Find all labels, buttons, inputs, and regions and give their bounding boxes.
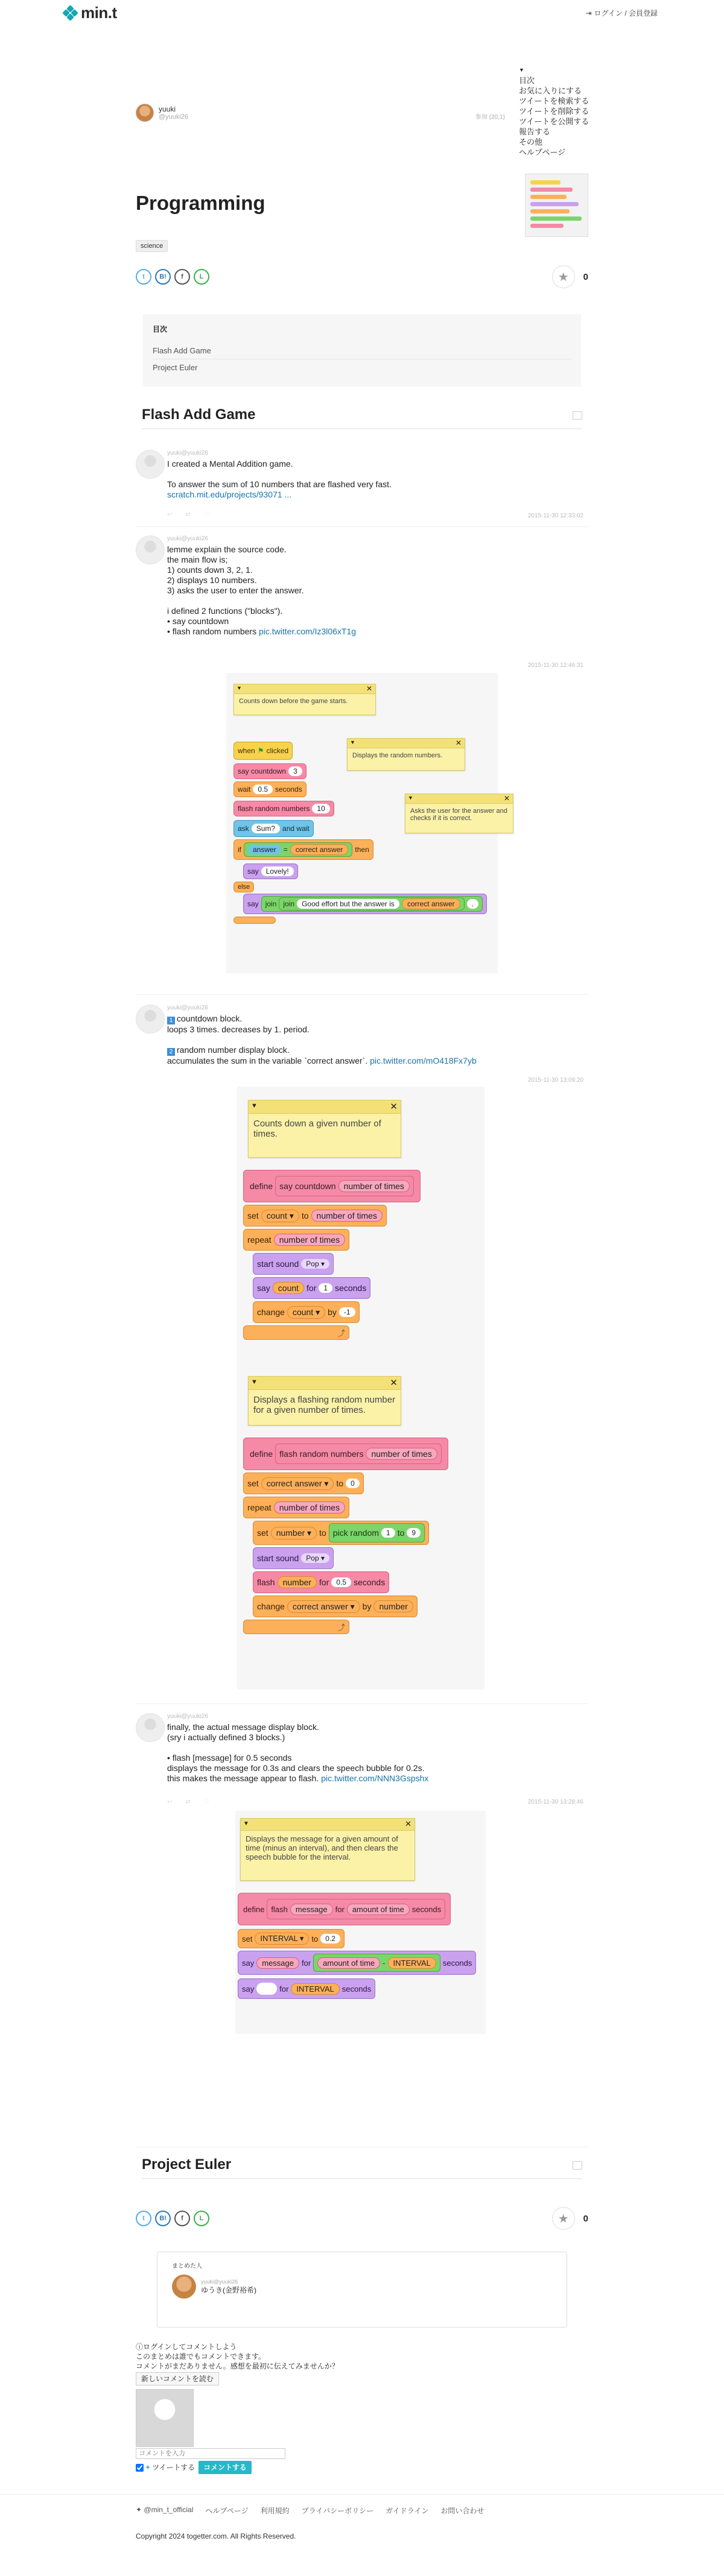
- repeat-block-end: [243, 1620, 349, 1634]
- tweet-user[interactable]: yuuki@yuuki26: [167, 535, 208, 542]
- section-title: Project Euler: [142, 2156, 232, 2173]
- comment-note-anyone: このまとめは誰でもコメントできます。: [136, 2352, 266, 2361]
- favorite-area: [552, 265, 588, 288]
- tweet-link[interactable]: pic.twitter.com/mO418Fx7yb: [370, 1056, 477, 1065]
- change-answer-block: change correct answer ▾ by number: [253, 1596, 418, 1617]
- flash-number-block: flash number for 0.5 seconds: [253, 1571, 389, 1593]
- say-countdown-block: say countdown 3: [233, 763, 306, 779]
- define-countdown-block: define say countdown number of times: [243, 1170, 421, 1202]
- number-one-icon: 1: [167, 1017, 175, 1024]
- new-comments-button[interactable]: 新しいコメントを読む: [136, 2372, 219, 2385]
- footer-link[interactable]: 利用規約: [260, 2507, 290, 2515]
- green-flag-icon: ⚑: [257, 747, 264, 755]
- favorite-count: 0: [583, 2213, 588, 2224]
- side-menu-item[interactable]: お気に入りにする: [519, 86, 582, 95]
- loop-arrow-icon: ⤴: [337, 1623, 345, 1632]
- table-of-contents: [143, 314, 581, 387]
- twitter-icon: ✦: [145, 2463, 151, 2472]
- twitter-icon: ✦: [136, 2505, 144, 2514]
- curator-card[interactable]: [157, 2252, 567, 2328]
- curator-id: yuuki@yuuki26: [201, 2278, 238, 2285]
- tweet-link[interactable]: pic.twitter.com/Iz3l06xT1g: [258, 627, 357, 636]
- tweet-link[interactable]: scratch.mit.edu/projects/93071 ...: [167, 490, 292, 499]
- tweet-date[interactable]: 2015-11-30 12:46:31: [527, 662, 583, 669]
- tweet-user[interactable]: yuuki@yuuki26: [167, 450, 208, 456]
- tweet-avatar[interactable]: [136, 450, 165, 479]
- tweet-line: accumulates the sum in the variable `correct answer`.: [167, 1056, 370, 1065]
- start-sound-block: start sound Pop ▾: [253, 1547, 334, 1569]
- site-logo[interactable]: [63, 4, 117, 22]
- section-title: Flash Add Game: [142, 406, 256, 423]
- side-menu-item[interactable]: ツイートを検索する: [519, 96, 589, 106]
- side-menu-item[interactable]: その他: [519, 137, 543, 147]
- side-menu-item[interactable]: ヘルプページ: [519, 148, 566, 157]
- when-flag-block: when ⚑ clicked: [233, 742, 293, 760]
- tweet-user[interactable]: yuuki@yuuki26: [167, 1713, 208, 1720]
- tag-science[interactable]: science: [136, 240, 168, 252]
- note-text: Counts down before the game starts.: [239, 698, 348, 705]
- tweet-actions[interactable]: ↩⇄♡: [167, 1799, 223, 1805]
- star-icon[interactable]: ★: [552, 2207, 575, 2230]
- tweet-checkbox-label: ツイートする: [152, 2463, 195, 2472]
- section-heading: [142, 2156, 582, 2179]
- tweet-avatar[interactable]: [136, 535, 165, 564]
- author-name: yuuki: [159, 105, 176, 113]
- define-flash-block: define flash random numbers number of times: [243, 1438, 448, 1470]
- main-area: [0, 28, 724, 2576]
- tweet-date[interactable]: 2015-11-30 13:28:46: [527, 1799, 583, 1805]
- author-info[interactable]: [136, 104, 188, 122]
- share-row: [136, 269, 209, 285]
- footer-links: [136, 2505, 484, 2516]
- repeat-block: repeat number of times: [243, 1229, 349, 1251]
- footer-twitter-link[interactable]: ✦ @min_t_official: [136, 2505, 194, 2514]
- tweet-checkbox[interactable]: [136, 2464, 144, 2472]
- set-count-block: set count ▾ to number of times: [243, 1205, 387, 1226]
- hatena-share-icon[interactable]: B!: [155, 2211, 171, 2226]
- avatar: [172, 2275, 196, 2299]
- footer-link[interactable]: お問い合わせ: [440, 2507, 484, 2515]
- footer-link[interactable]: ヘルプページ: [205, 2507, 249, 2515]
- tweet-link[interactable]: pic.twitter.com/NNN3Gspshx: [321, 1773, 429, 1783]
- note-text: Asks the user for the answer and checks if it is correct.: [410, 807, 507, 822]
- tweet-body: finally, the actual message display block. (sry i actually defined 3 blocks.) • flash [message] for 0.5 seconds displays the message for 0.3s and clears the speech bubble for 0.2s. this makes the message appear to flash.: [167, 1722, 425, 1783]
- else-label: else: [233, 882, 254, 892]
- say-message-block: say message for amount of time - INTERVAL seconds: [238, 1951, 476, 1975]
- comment-note: ▼ ✕ Displays the message for a given amount of time (minus an interval), and then clears the speech bubble for the interval.: [240, 1818, 415, 1881]
- curator-label: まとめた人: [172, 2263, 202, 2270]
- tweet-date[interactable]: 2015-11-30 12:33:02: [527, 513, 583, 519]
- comment-note: ▼ ✕ Displays a flashing random number for a given number of times.: [248, 1376, 401, 1425]
- section-heading: [142, 406, 582, 429]
- tweet-body: I created a Mental Addition game. To answer the sum of 10 numbers that are flashed very fast.: [167, 459, 392, 489]
- comment-submit-button[interactable]: コメントする: [198, 2461, 252, 2474]
- page-title: Programming: [136, 192, 265, 214]
- footer-link[interactable]: ガイドライン: [386, 2507, 429, 2515]
- if-block-end: [233, 917, 276, 924]
- tweet-actions[interactable]: ↩⇄♡: [167, 511, 223, 518]
- tweet-image-scratch-main[interactable]: [226, 673, 510, 973]
- side-menu: [519, 65, 589, 157]
- toc-item[interactable]: Project Euler: [153, 363, 198, 372]
- menu-toggle-icon[interactable]: ▼: [519, 67, 524, 73]
- set-answer-block: set correct answer ▾ to 0: [243, 1473, 364, 1494]
- copyright: Copyright 2024 togetter.com. All Rights Reserved.: [136, 2532, 296, 2540]
- tweet-date[interactable]: 2015-11-30 13:09:20: [527, 1077, 583, 1084]
- facebook-share-icon[interactable]: f: [174, 2211, 190, 2226]
- tweet-text: [167, 545, 583, 637]
- avatar: [136, 2389, 194, 2447]
- tweet: [136, 1005, 588, 1704]
- tweet-line: countdown block.: [177, 1014, 243, 1023]
- tweet-line: random number display block.: [177, 1045, 290, 1055]
- tweet: [136, 450, 588, 527]
- comment-note: ▼ ✕ Displays the random numbers.: [347, 738, 465, 771]
- tweet: [136, 1713, 588, 2147]
- comment-note-none: コメントがまだありません。感想を最初に伝えてみませんか？: [136, 2362, 339, 2370]
- loop-arrow-icon: ⤴: [337, 1328, 345, 1337]
- line-share-icon[interactable]: L: [194, 2211, 209, 2226]
- repeat-block: repeat number of times: [243, 1497, 349, 1518]
- avatar: [136, 104, 154, 122]
- curator-name: ゆうき(金野裕希): [201, 2285, 256, 2294]
- share-row: [136, 2211, 209, 2226]
- repeat-block-end: [243, 1325, 349, 1340]
- top-bar: [0, 0, 724, 28]
- favorite-area: [552, 2207, 588, 2230]
- footer-link[interactable]: プライバシーポリシー: [301, 2507, 374, 2515]
- side-thumbnail[interactable]: [525, 174, 588, 237]
- say-count-block: say count for 1 seconds: [253, 1277, 370, 1299]
- tweet-text: [167, 1014, 583, 1066]
- say-join-block: say join join Good effort but the answer is correct answer .: [243, 894, 487, 914]
- say-blank-block: say for INTERVAL seconds: [238, 1978, 375, 1999]
- tweet-text: [167, 1722, 583, 1784]
- facebook-share-icon[interactable]: f: [174, 269, 190, 285]
- set-interval-block: set INTERVAL ▾ to 0.2: [238, 1929, 345, 1948]
- tweet-image-scratch-flash[interactable]: [235, 1811, 486, 2034]
- view-count: 参加 (20,1): [475, 114, 505, 121]
- logo-icon: [63, 6, 78, 21]
- comment-login-link[interactable]: ログインしてコメントしよう: [143, 2343, 237, 2351]
- tweet-avatar[interactable]: [136, 1005, 165, 1034]
- login-icon: ⇥: [585, 8, 592, 17]
- author-id: @yuuki26: [159, 113, 189, 121]
- note-text: Displays the message for a given amount of time (minus an interval), and then clears the speech bubble for the interval.: [246, 1834, 398, 1861]
- toc-item[interactable]: Flash Add Game: [153, 343, 571, 359]
- note-text: Counts down a given number of times.: [253, 1119, 381, 1139]
- if-block: if answer = correct answer then: [233, 839, 373, 860]
- tweet-body: lemme explain the source code. the main flow is; 1) counts down 3, 2, 1. 2) displays 10 numbers. 3) asks the user to enter the answer. i defined 2 functions ("blocks"). • say countdown • flash random numbers: [167, 545, 304, 636]
- tweet-image-scratch-blocks[interactable]: [237, 1087, 484, 1690]
- flash-random-block: flash random numbers 10: [233, 801, 334, 816]
- say-lovely-block: say Lovely!: [243, 863, 298, 879]
- info-icon: ⓘ: [136, 2343, 144, 2351]
- set-number-block: set number ▾ to pick random 1 to 9: [253, 1521, 429, 1545]
- ask-block: ask Sum? and wait: [233, 820, 314, 837]
- twitter-share-icon[interactable]: t: [136, 2211, 151, 2226]
- side-menu-item[interactable]: 目次: [519, 76, 535, 85]
- edit-icon[interactable]: [573, 411, 582, 420]
- change-count-block: change count ▾ by -1: [253, 1301, 360, 1323]
- twitter-share-icon[interactable]: t: [136, 269, 151, 285]
- side-menu-item[interactable]: ツイートを公開する: [519, 117, 589, 126]
- footer: [0, 2494, 724, 2540]
- wait-block: wait 0.5 seconds: [233, 781, 306, 797]
- tweet-avatar[interactable]: [136, 1713, 165, 1742]
- comment-area: [136, 2342, 339, 2474]
- comment-input[interactable]: [136, 2448, 285, 2459]
- star-icon[interactable]: ★: [552, 265, 575, 288]
- curator-user[interactable]: [172, 2275, 552, 2299]
- tweet-line: loops 3 times. decreases by 1. period.: [167, 1024, 310, 1034]
- tweet: [136, 535, 588, 995]
- tweet-user[interactable]: yuuki@yuuki26: [167, 1005, 208, 1011]
- note-text: Displays the random numbers.: [352, 752, 443, 759]
- comment-note: ▼ ✕ Counts down before the game starts.: [233, 684, 376, 715]
- hatena-share-icon[interactable]: B!: [155, 269, 171, 285]
- note-text: Displays a flashing random number for a given number of times.: [253, 1395, 396, 1415]
- comment-note: ▼ ✕ Counts down a given number of times.: [248, 1100, 401, 1158]
- logo-text: min.t: [81, 4, 117, 22]
- login-link[interactable]: [586, 8, 658, 18]
- line-share-icon[interactable]: L: [194, 269, 209, 285]
- start-sound-block: start sound Pop ▾: [253, 1253, 334, 1275]
- login-label: ログイン / 会員登録: [594, 9, 658, 17]
- side-menu-item[interactable]: 報告する: [519, 127, 551, 136]
- side-menu-item[interactable]: ツイートを削除する: [519, 107, 589, 116]
- edit-icon[interactable]: [573, 2161, 582, 2170]
- favorite-count: 0: [583, 271, 588, 282]
- define-flash-message-block: define flash message for amount of time seconds: [238, 1893, 451, 1925]
- tweet-text: [167, 459, 583, 500]
- toc-title: 目次: [153, 325, 168, 333]
- number-two-icon: 2: [167, 1048, 175, 1056]
- comment-note: ▼ ✕ Asks the user for the answer and checks if it is correct.: [405, 794, 513, 833]
